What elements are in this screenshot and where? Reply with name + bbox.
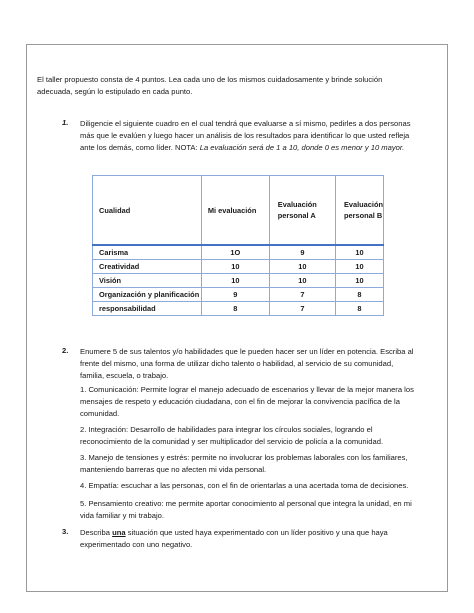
cell-cualidad: responsabilidad	[93, 302, 202, 316]
table-row	[93, 302, 384, 316]
header-evaluacion-b	[335, 176, 383, 246]
header-evaluacion-a	[269, 176, 335, 246]
talent-1-line-2: mensajes de respeto y educación ciudadana, con el fin de mejorar la convivencia pacífica de la	[80, 397, 400, 406]
cell-b: 8	[335, 288, 383, 302]
talent-2-line-2: reconocimiento de la comunidad y ser multiplicador del servicio de policía a la comunidad.	[80, 437, 384, 446]
q1-number: 1.	[62, 118, 69, 127]
talent-4-line-1: 4. Empatía: escuchar a las personas, con el fin de orientarlas a una acertada toma de decisiones.	[80, 481, 409, 490]
header-a-line-1: Evaluación	[277, 200, 317, 209]
talent-5-line-1: 5. Pensamiento creativo: me permite aportar conocimiento al personal que integra la unidad, en mi	[80, 499, 412, 508]
talent-1-line-3: comunidad.	[80, 409, 120, 418]
cell-mi: 8	[201, 302, 269, 316]
cell-b: 10	[335, 274, 383, 288]
cell-mi: 1O	[201, 245, 269, 260]
talent-1-line-1: 1. Comunicación: Permite lograr el manejo adecuado de escenarios y llevar de la mejor manera los	[80, 385, 414, 394]
q1-note: La evaluación será de 1 a 10, donde 0 es menor y 10 mayor.	[199, 143, 405, 152]
cell-mi: 10	[201, 274, 269, 288]
cell-mi: 10	[201, 260, 269, 274]
header-a-line-2: personal A	[277, 211, 316, 220]
cell-a: 9	[269, 245, 335, 260]
cell-b: 8	[335, 302, 383, 316]
talent-5-line-2: vida familiar y mi trabajo.	[80, 511, 164, 520]
header-mi-evaluacion: Mi evaluación	[201, 176, 269, 246]
q3-line-2: experimentado con uno negativo.	[80, 540, 193, 549]
talent-3-line-1: 3. Manejo de tensiones y estrés: permite no involucrar los problemas laborales con los familiares,	[80, 453, 408, 462]
table-row	[93, 260, 384, 274]
talent-2-line-1: 2. Integración: Desarrollo de habilidades para integrar los círculos sociales, logrando el	[80, 425, 373, 434]
table-row	[93, 274, 384, 288]
cell-cualidad: Creatividad	[93, 260, 202, 274]
q3-line-1	[80, 527, 388, 538]
cell-b: 10	[335, 260, 383, 274]
evaluation-table	[92, 175, 384, 316]
talent-3-line-2: manteniendo barreras que no afecten mi vida personal.	[80, 465, 267, 474]
q3-line-1-start: Describa	[80, 528, 110, 537]
q2-line-2: frente del mismo, una forma de utilizar dicho talento o habilidad, al servicio de su comunidad,	[80, 359, 394, 368]
header-b-line-2: personal B	[343, 211, 383, 220]
q3-line-1-end: situación que usted haya experimentado con un líder positivo y una que haya	[127, 528, 388, 537]
q3-number: 3.	[62, 527, 69, 536]
cell-a: 10	[269, 260, 335, 274]
cell-a: 7	[269, 288, 335, 302]
cell-b: 10	[335, 245, 383, 260]
table-header-row	[93, 176, 384, 246]
table-row	[93, 288, 384, 302]
table-row	[93, 245, 384, 260]
cell-a: 7	[269, 302, 335, 316]
q3-emphasis: una	[112, 528, 126, 537]
q1-line-1: Diligencie el siguiente cuadro en el cual tendrá que evaluarse a sí mismo, pedirles a dos personas	[80, 119, 411, 128]
q2-line-3: familia, escuela, o trabajo.	[80, 371, 169, 380]
intro-line-1: El taller propuesto consta de 4 puntos. Lea cada uno de los mismos cuidadosamente y brinde solución	[37, 75, 383, 84]
header-b-line-1: Evaluación	[343, 200, 383, 209]
cell-a: 10	[269, 274, 335, 288]
header-cualidad: Cualidad	[93, 176, 202, 246]
cell-cualidad: Organización y planificación	[93, 288, 202, 302]
cell-cualidad: Carisma	[93, 245, 202, 260]
q2-line-1: Enumere 5 de sus talentos y/o habilidades que le pueden hacer ser un líder en potencia. Escriba al	[80, 347, 414, 356]
q1-line-3-plain: ante los demás, como líder. NOTA:	[80, 143, 198, 152]
intro-line-2: adecuada, según lo estipulado en cada punto.	[37, 87, 193, 96]
q1-line-3	[80, 142, 404, 153]
cell-mi: 9	[201, 288, 269, 302]
q1-line-2: más que le evalúen y luego hacer un análisis de los resultados para identificar lo que usted refleja	[80, 131, 410, 140]
q2-number: 2.	[62, 346, 69, 355]
cell-cualidad: Visión	[93, 274, 202, 288]
